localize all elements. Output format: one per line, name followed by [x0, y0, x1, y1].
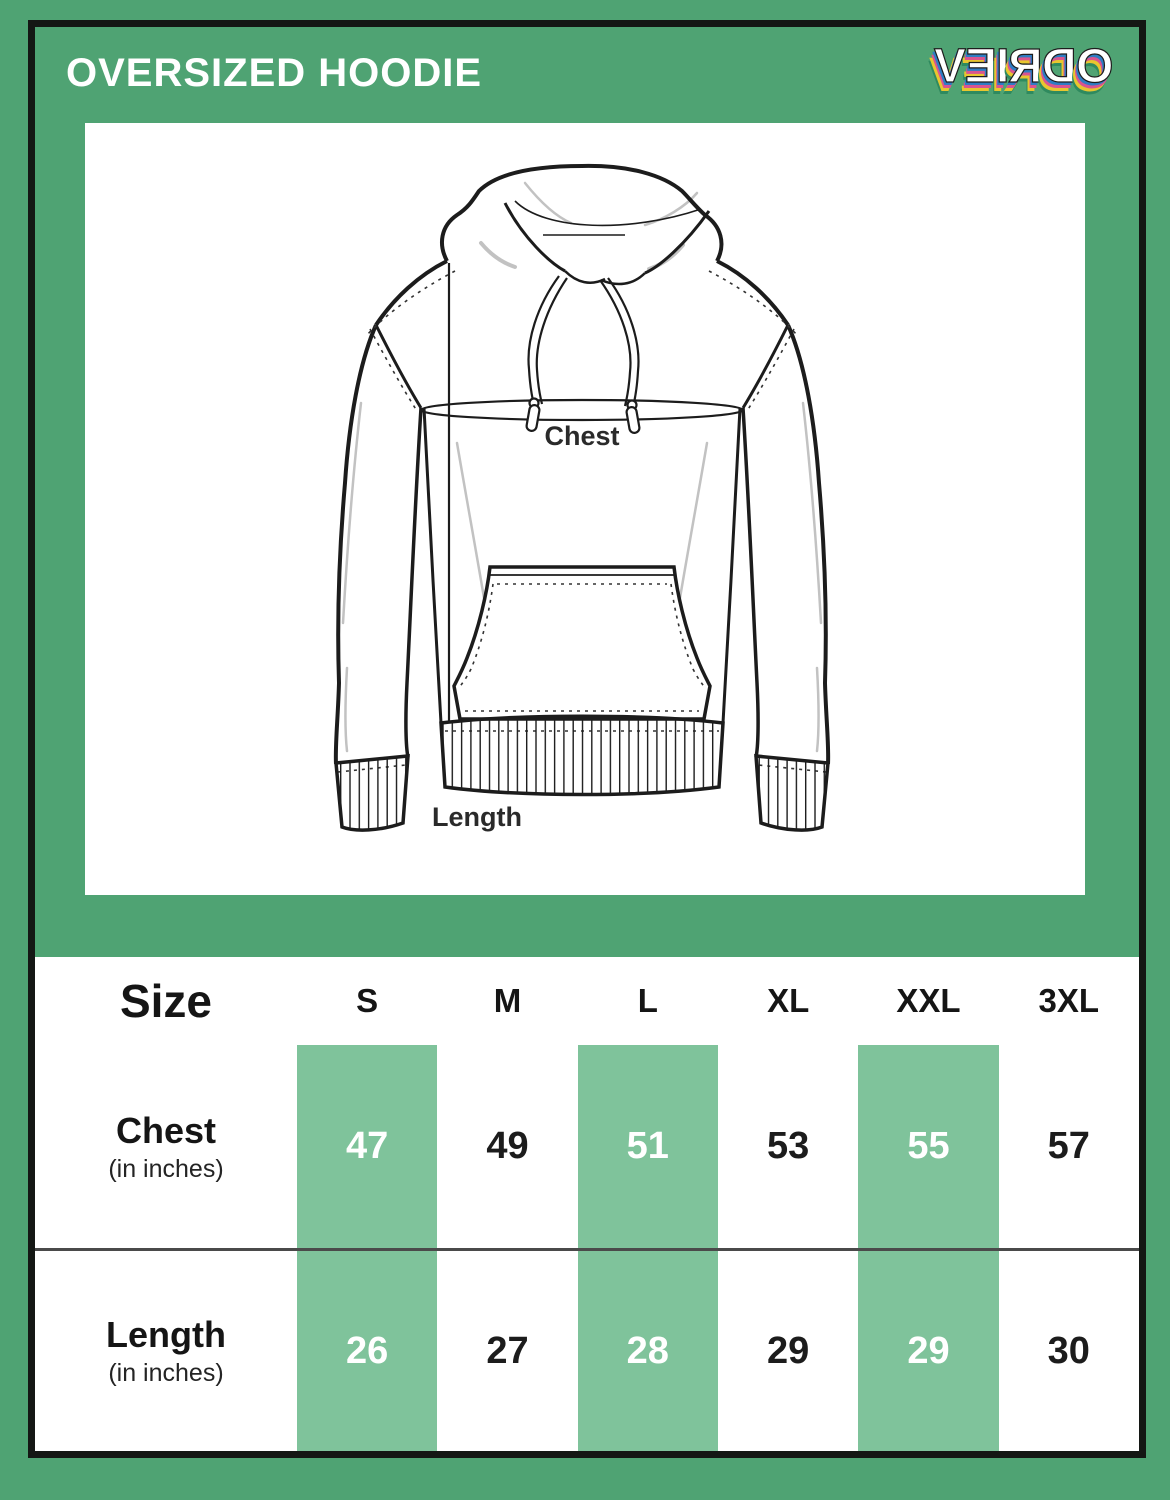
- chest-measure-line: [421, 400, 743, 420]
- length-diagram-label: Length: [432, 802, 522, 832]
- size-header-xxl: XXL: [896, 982, 961, 1019]
- size-header-3xl: 3XL: [1038, 982, 1100, 1019]
- size-table: [35, 957, 1139, 1451]
- top-section: [35, 27, 1139, 957]
- length-row-subtitle: (in inches): [108, 1359, 224, 1387]
- size-header-l: L: [637, 982, 658, 1019]
- length-row-label: [35, 1248, 297, 1451]
- hoodie-technical-sketch: [85, 123, 1085, 895]
- chest-value-xxl: 55: [858, 1045, 998, 1248]
- size-header-s: S: [356, 982, 379, 1019]
- chest-value-l: 51: [578, 1045, 718, 1248]
- chest-value-3xl: 57: [1047, 1125, 1090, 1167]
- length-value-l: 28: [578, 1248, 718, 1451]
- size-header-xl: XL: [767, 982, 810, 1019]
- page-title: OVERSIZED HOODIE: [66, 51, 483, 95]
- chest-row-label: [35, 1045, 297, 1248]
- size-header-m: M: [493, 982, 522, 1019]
- length-value-xl: 29: [718, 1248, 858, 1451]
- ribbed-hem: [441, 716, 723, 794]
- chest-value-s: 47: [297, 1045, 437, 1248]
- brand-logo: VEIRDO: [933, 40, 1113, 93]
- chest-row-subtitle: (in inches): [108, 1154, 224, 1183]
- length-value-xxl: 29: [858, 1248, 998, 1451]
- hoodie-diagram-panel: [85, 123, 1085, 895]
- length-value-s: 26: [297, 1248, 437, 1451]
- left-cuff: [336, 756, 408, 830]
- length-row-title: Length: [106, 1314, 226, 1355]
- size-column-header: Size: [119, 975, 213, 1027]
- length-value-3xl: 30: [999, 1248, 1139, 1451]
- length-value-m: 27: [437, 1248, 577, 1451]
- hood: [442, 166, 721, 284]
- chest-row-title: Chest: [115, 1109, 217, 1151]
- kangaroo-pocket: [454, 567, 710, 719]
- chest-diagram-label: Chest: [544, 421, 620, 451]
- right-cuff: [756, 756, 828, 830]
- chest-value-xl: 53: [767, 1125, 810, 1167]
- page-frame: [28, 20, 1146, 1458]
- drawstrings: [526, 276, 640, 434]
- chest-value-m: 49: [486, 1125, 529, 1167]
